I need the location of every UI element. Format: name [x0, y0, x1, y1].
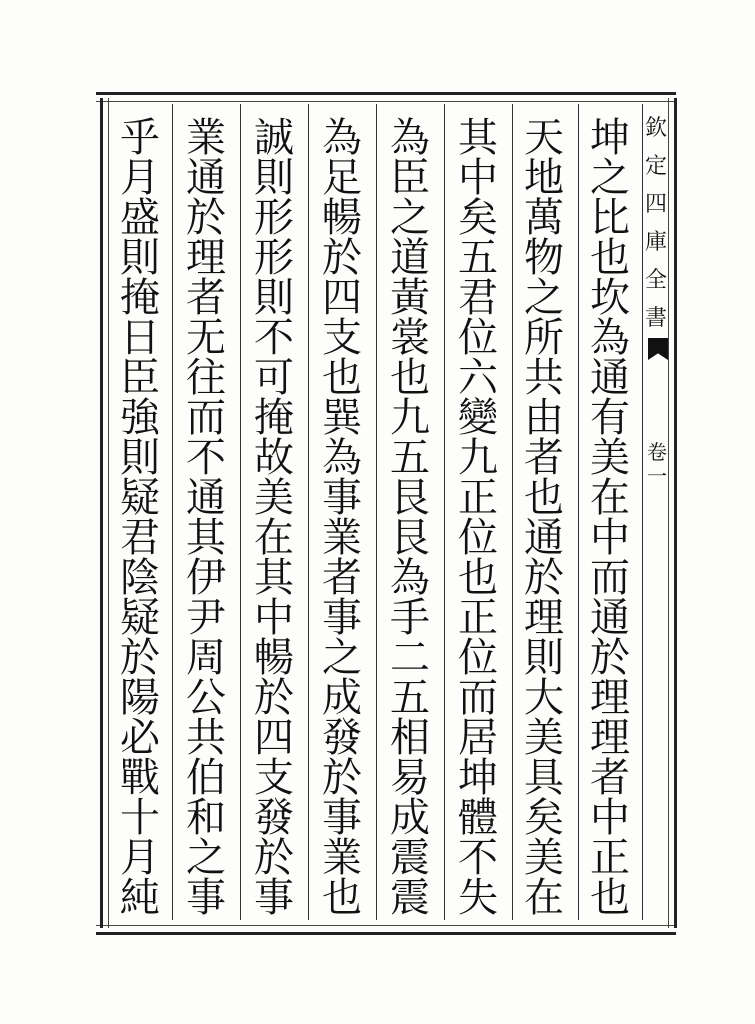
glyph: 和 [186, 795, 226, 841]
glyph: 九 [458, 435, 498, 481]
glyph: 為 [590, 315, 630, 361]
glyph: 暢 [254, 635, 294, 681]
glyph: 四 [254, 715, 294, 761]
glyph: 美 [524, 715, 564, 761]
glyph: 十 [120, 795, 160, 841]
glyph: 事 [322, 795, 362, 841]
glyph: 事 [322, 475, 362, 521]
glyph: 二 [390, 635, 430, 681]
glyph: 在 [524, 875, 564, 921]
glyph: 變 [458, 395, 498, 441]
glyph: 不 [186, 435, 226, 481]
glyph: 為 [390, 555, 430, 601]
margin-volume-label [646, 440, 668, 488]
glyph: 中 [458, 155, 498, 201]
glyph: 業 [186, 115, 226, 161]
glyph: 理 [186, 235, 226, 281]
glyph: 陰 [120, 555, 160, 601]
text-column-7 [174, 115, 238, 921]
glyph: 於 [590, 635, 630, 681]
glyph: 所 [524, 315, 564, 361]
column-divider [172, 104, 173, 920]
glyph: 為 [322, 115, 362, 161]
glyph: 坤 [458, 755, 498, 801]
frame-right-border [668, 98, 677, 928]
glyph: 具 [524, 755, 564, 801]
margin-title-glyph: 庫 [644, 230, 667, 255]
glyph: 者 [524, 435, 564, 481]
glyph: 之 [590, 155, 630, 201]
glyph: 君 [120, 515, 160, 561]
glyph: 中 [590, 795, 630, 841]
glyph: 則 [254, 275, 294, 321]
glyph: 日 [120, 315, 160, 361]
glyph: 於 [254, 835, 294, 881]
glyph: 萬 [524, 195, 564, 241]
glyph: 於 [524, 555, 564, 601]
glyph: 伊 [186, 555, 226, 601]
glyph: 也 [590, 235, 630, 281]
glyph: 而 [458, 675, 498, 721]
glyph: 位 [458, 315, 498, 361]
glyph: 強 [120, 395, 160, 441]
glyph: 形 [254, 235, 294, 281]
glyph: 相 [390, 715, 430, 761]
glyph: 也 [590, 875, 630, 921]
glyph: 者 [322, 555, 362, 601]
glyph: 黃 [390, 275, 430, 321]
glyph: 在 [590, 475, 630, 521]
glyph: 而 [186, 395, 226, 441]
glyph: 大 [524, 675, 564, 721]
glyph: 天 [524, 115, 564, 161]
text-column-6 [242, 115, 306, 921]
column-divider [642, 104, 643, 920]
glyph: 戰 [120, 755, 160, 801]
glyph: 中 [254, 595, 294, 641]
text-column-4 [378, 115, 442, 921]
text-column-5 [310, 115, 374, 921]
glyph: 月 [120, 155, 160, 201]
glyph: 有 [590, 395, 630, 441]
glyph: 比 [590, 195, 630, 241]
glyph: 成 [390, 795, 430, 841]
text-column-2 [512, 115, 576, 921]
glyph: 則 [120, 235, 160, 281]
glyph: 為 [322, 435, 362, 481]
glyph: 臣 [390, 155, 430, 201]
glyph: 裳 [390, 315, 430, 361]
glyph: 地 [524, 155, 564, 201]
glyph: 故 [254, 435, 294, 481]
glyph: 暢 [322, 195, 362, 241]
glyph: 成 [322, 675, 362, 721]
glyph: 理 [590, 675, 630, 721]
margin-juan-glyph: 卷 [647, 440, 667, 464]
glyph: 也 [524, 475, 564, 521]
glyph: 事 [254, 875, 294, 921]
glyph: 通 [590, 595, 630, 641]
glyph: 疑 [120, 595, 160, 641]
glyph: 必 [120, 715, 160, 761]
glyph: 也 [458, 555, 498, 601]
glyph: 四 [322, 275, 362, 321]
margin-juan-glyph: 一 [647, 464, 667, 488]
glyph: 體 [458, 795, 498, 841]
text-column-1 [578, 115, 642, 921]
margin-book-title [644, 110, 668, 338]
glyph: 中 [590, 515, 630, 561]
glyph: 也 [322, 875, 362, 921]
glyph: 乎 [120, 115, 160, 161]
glyph: 通 [186, 475, 226, 521]
glyph: 九 [390, 395, 430, 441]
glyph: 位 [458, 635, 498, 681]
glyph: 支 [322, 315, 362, 361]
glyph: 艮 [390, 475, 430, 521]
glyph: 則 [524, 635, 564, 681]
glyph: 也 [322, 355, 362, 401]
glyph: 者 [590, 755, 630, 801]
glyph: 正 [458, 475, 498, 521]
glyph: 失 [458, 875, 498, 921]
glyph: 五 [390, 675, 430, 721]
glyph: 於 [120, 635, 160, 681]
glyph: 矣 [524, 795, 564, 841]
glyph: 支 [254, 755, 294, 801]
glyph: 震 [390, 835, 430, 881]
text-column-8 [108, 115, 172, 921]
glyph: 之 [322, 635, 362, 681]
glyph: 可 [254, 355, 294, 401]
glyph: 通 [524, 515, 564, 561]
glyph: 共 [186, 715, 226, 761]
glyph: 發 [254, 795, 294, 841]
glyph: 艮 [390, 515, 430, 561]
glyph: 共 [524, 355, 564, 401]
glyph: 不 [254, 315, 294, 361]
glyph: 也 [390, 355, 430, 401]
glyph: 往 [186, 355, 226, 401]
glyph: 業 [322, 835, 362, 881]
glyph: 者 [186, 275, 226, 321]
glyph: 物 [524, 235, 564, 281]
glyph: 事 [186, 875, 226, 921]
glyph: 為 [390, 115, 430, 161]
glyph: 其 [458, 115, 498, 161]
glyph: 盛 [120, 195, 160, 241]
glyph: 掩 [254, 395, 294, 441]
margin-title-glyph: 四 [644, 192, 667, 217]
glyph: 君 [458, 275, 498, 321]
glyph: 於 [186, 195, 226, 241]
glyph: 月 [120, 835, 160, 881]
margin-title-glyph: 定 [644, 154, 667, 179]
glyph: 之 [186, 835, 226, 881]
glyph: 事 [322, 595, 362, 641]
glyph: 發 [322, 715, 362, 761]
glyph: 其 [186, 515, 226, 561]
margin-title-glyph: 全 [644, 268, 667, 293]
glyph: 五 [458, 235, 498, 281]
glyph: 巽 [322, 395, 362, 441]
glyph: 美 [524, 835, 564, 881]
glyph: 則 [120, 435, 160, 481]
glyph: 正 [590, 835, 630, 881]
column-divider [308, 104, 309, 920]
glyph: 矣 [458, 195, 498, 241]
glyph: 无 [186, 315, 226, 361]
margin-title-glyph: 欽 [644, 116, 667, 141]
column-divider [444, 104, 445, 920]
frame-bottom-border [96, 925, 676, 935]
glyph: 美 [590, 435, 630, 481]
glyph: 在 [254, 515, 294, 561]
glyph: 美 [254, 475, 294, 521]
glyph: 六 [458, 355, 498, 401]
glyph: 理 [524, 595, 564, 641]
glyph: 不 [458, 835, 498, 881]
glyph: 由 [524, 395, 564, 441]
glyph: 位 [458, 515, 498, 561]
glyph: 足 [322, 155, 362, 201]
glyph: 掩 [120, 275, 160, 321]
glyph: 疑 [120, 475, 160, 521]
glyph: 則 [254, 155, 294, 201]
glyph: 於 [254, 675, 294, 721]
glyph: 陽 [120, 675, 160, 721]
glyph: 其 [254, 555, 294, 601]
glyph: 正 [458, 595, 498, 641]
glyph: 尹 [186, 595, 226, 641]
glyph: 通 [186, 155, 226, 201]
glyph: 易 [390, 755, 430, 801]
glyph: 臣 [120, 355, 160, 401]
glyph: 五 [390, 435, 430, 481]
glyph: 純 [120, 875, 160, 921]
glyph: 通 [590, 355, 630, 401]
glyph: 坎 [590, 275, 630, 321]
glyph: 於 [322, 755, 362, 801]
glyph: 公 [186, 675, 226, 721]
glyph: 形 [254, 195, 294, 241]
glyph: 之 [390, 195, 430, 241]
text-column-3 [446, 115, 510, 921]
glyph: 坤 [590, 115, 630, 161]
glyph: 居 [458, 715, 498, 761]
glyph: 而 [590, 555, 630, 601]
glyph: 於 [322, 235, 362, 281]
glyph: 道 [390, 235, 430, 281]
glyph: 之 [524, 275, 564, 321]
glyph: 伯 [186, 755, 226, 801]
glyph: 手 [390, 595, 430, 641]
column-divider [376, 104, 377, 920]
glyph: 誠 [254, 115, 294, 161]
glyph: 業 [322, 515, 362, 561]
column-divider [240, 104, 241, 920]
margin-title-glyph: 書 [644, 306, 667, 331]
glyph: 周 [186, 635, 226, 681]
frame-top-border [96, 92, 676, 102]
glyph: 震 [390, 875, 430, 921]
glyph: 理 [590, 715, 630, 761]
